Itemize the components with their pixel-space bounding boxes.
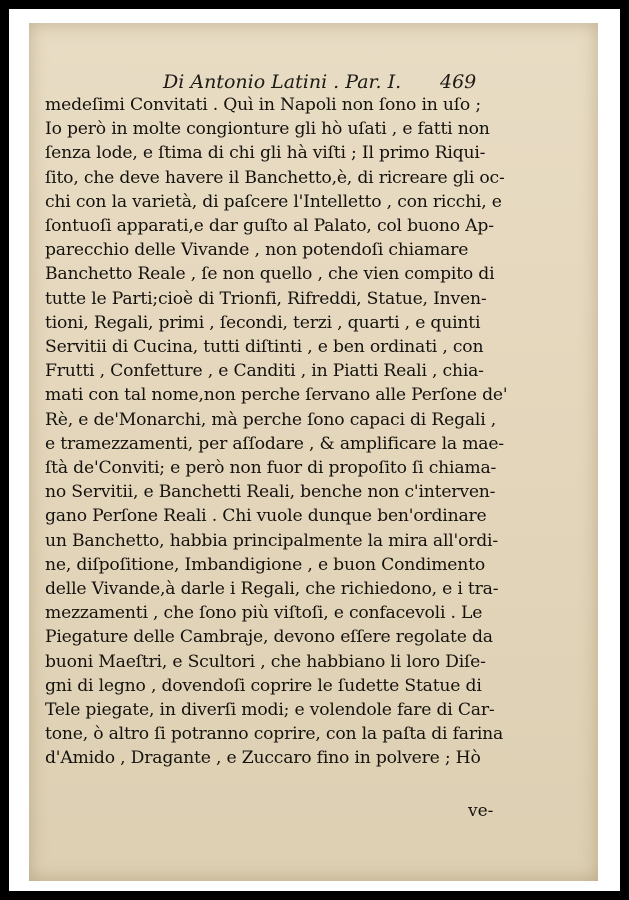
text-line: e tramezzamenti, per aſſodare , & amplificare la mae-: [45, 433, 504, 454]
text-line: buoni Maeſtri, e Scultori , che habbiano li loro Diſe-: [45, 651, 486, 672]
text-line: ſtà de'Conviti; e però non fuor di propoſito ſi chiama-: [45, 458, 497, 479]
scan-frame: [9, 9, 620, 891]
page-number: 469: [440, 71, 477, 93]
text-line: mati con tal nome,non perche ſervano alle Perſone de': [45, 385, 508, 406]
text-line: Tele piegate, in diverſi modi; e volendole fare di Car-: [45, 700, 495, 721]
text-line: un Banchetto, habbia principalmente la mira all'ordi-: [45, 530, 498, 551]
text-line: mezzamenti , che ſono più viſtoſi, e confacevoli . Le: [45, 603, 483, 624]
catchword: ve-: [468, 801, 494, 821]
text-line: d'Amido , Dragante , e Zuccaro fino in polvere ; Hò: [45, 748, 481, 769]
text-line: Servitii di Cucina, tutti diſtinti , e ben ordinati , con: [45, 337, 484, 358]
text-line: parecchio delle Vivande , non potendoſi chiamare: [45, 240, 469, 261]
text-line: delle Vivande,à darle i Regali, che richiedono, e i tra-: [45, 579, 499, 600]
text-line: tioni, Regali, primi , ſecondi, terzi , quarti , e quinti: [45, 312, 481, 333]
text-line: gano Perſone Reali . Chi vuole dunque ben'ordinare: [45, 506, 487, 527]
text-line: Banchetto Reale , ſe non quello , che vien compito di: [45, 264, 495, 285]
text-line: ſito, che deve havere il Banchetto,è, di ricreare gli oc-: [45, 167, 505, 188]
running-head: Di Antonio Latini . Par. I.: [163, 71, 402, 93]
text-line: ſontuoſi apparati,e dar guſto al Palato, col buono Ap-: [45, 216, 494, 237]
text-line: tone, ò altro ſi potranno coprire, con la paſta di farina: [45, 724, 504, 745]
text-line: tutte le Parti;cioè di Trionfi, Rifreddi, Statue, Inven-: [45, 288, 487, 309]
text-line: ne, diſpoſitione, Imbandigione , e buon Condimento: [45, 554, 485, 575]
text-line: Piegature delle Cambraje, devono eſſere regolate da: [45, 627, 493, 648]
text-line: Io però in molte congionture gli hò uſati , e fatti non: [45, 119, 490, 140]
text-line: Rè, e de'Monarchi, mà perche ſono capaci di Regali ,: [45, 409, 497, 430]
text-line: gni di legno , dovendoſi coprire le ſudette Statue di: [45, 675, 482, 696]
text-line: medeſimi Convitati . Quì in Napoli non ſono in uſo ;: [45, 95, 481, 115]
body-text: [45, 93, 565, 771]
book-page: [29, 23, 598, 881]
text-line: no Servitii, e Banchetti Reali, benche non c'interven-: [45, 482, 496, 503]
text-line: chi con la varietà, di paſcere l'Intelletto , con ricchi, e: [45, 191, 502, 212]
text-line: ſenza lode, e ſtima di chi gli hà viſti ; Il primo Riqui-: [45, 143, 486, 164]
text-line: Frutti , Confetture , e Canditi , in Piatti Reali , chia-: [45, 361, 484, 382]
